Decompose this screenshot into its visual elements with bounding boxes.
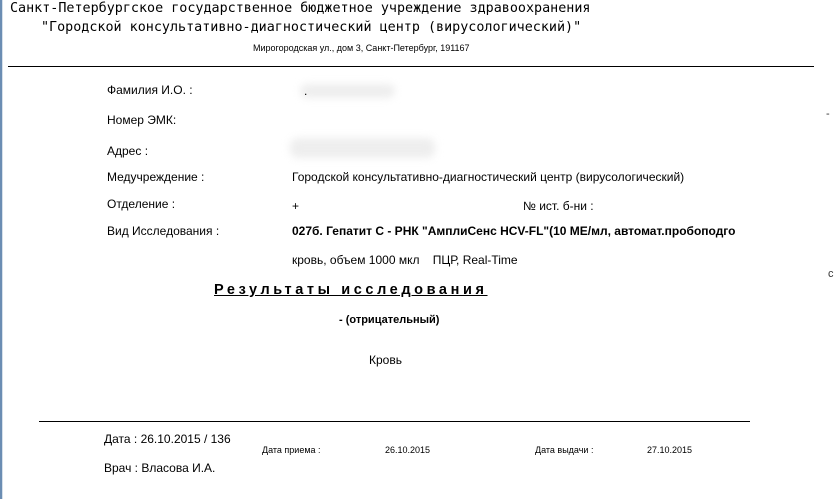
redacted-patient-name <box>300 84 395 98</box>
footer-divider <box>39 421 750 422</box>
header-address: Мирогородская ул., дом 3, Санкт-Петербург, 191167 <box>253 43 470 53</box>
institution-label: Медучреждение : <box>107 170 205 184</box>
patient-name-value: . <box>304 84 308 98</box>
institution-value: Городской консультативно-диагностический центр (вирусологический) <box>292 170 685 184</box>
department-label: Отделение : <box>107 197 176 211</box>
doctor-name: Врач : Власова И.А. <box>104 461 216 475</box>
case-history-label: № ист. б-ни : <box>523 199 594 213</box>
header-divider <box>8 66 814 67</box>
result-material: Кровь <box>369 353 402 367</box>
address-label: Адрес : <box>107 144 149 158</box>
header-organization-line: Санкт-Петербургское государственное бюджетное учреждение здравоохранения <box>10 1 591 16</box>
results-title: Результаты исследования <box>214 282 488 298</box>
right-edge-mark: - <box>826 108 830 120</box>
sample-description: кровь, объем 1000 мкл ПЦР, Real-Time <box>292 253 518 267</box>
emk-number-label: Номер ЭМК: <box>107 113 177 127</box>
result-value: - (отрицательный) <box>339 314 440 326</box>
report-date: Дата : 26.10.2015 / 136 <box>104 432 231 446</box>
study-type-value: 027б. Гепатит С - РНК "АмплиСенс HCV-FL"(10 МЕ/мл, автомат.пробоподго <box>292 224 736 238</box>
header-center-name: "Городской консультативно-диагностический центр (вирусологический)" <box>41 20 582 35</box>
issued-date-value: 27.10.2015 <box>647 445 693 455</box>
department-value: + <box>292 199 300 213</box>
issued-date-label: Дата выдачи : <box>535 445 594 455</box>
study-type-label: Вид Исследования : <box>107 224 220 238</box>
patient-name-label: Фамилия И.О. : <box>107 83 193 97</box>
right-edge-mark-2: c <box>828 268 834 280</box>
redacted-address <box>290 138 435 158</box>
received-date-value: 26.10.2015 <box>385 445 431 455</box>
window-left-border-highlight <box>2 0 3 499</box>
received-date-label: Дата приема : <box>262 445 321 455</box>
